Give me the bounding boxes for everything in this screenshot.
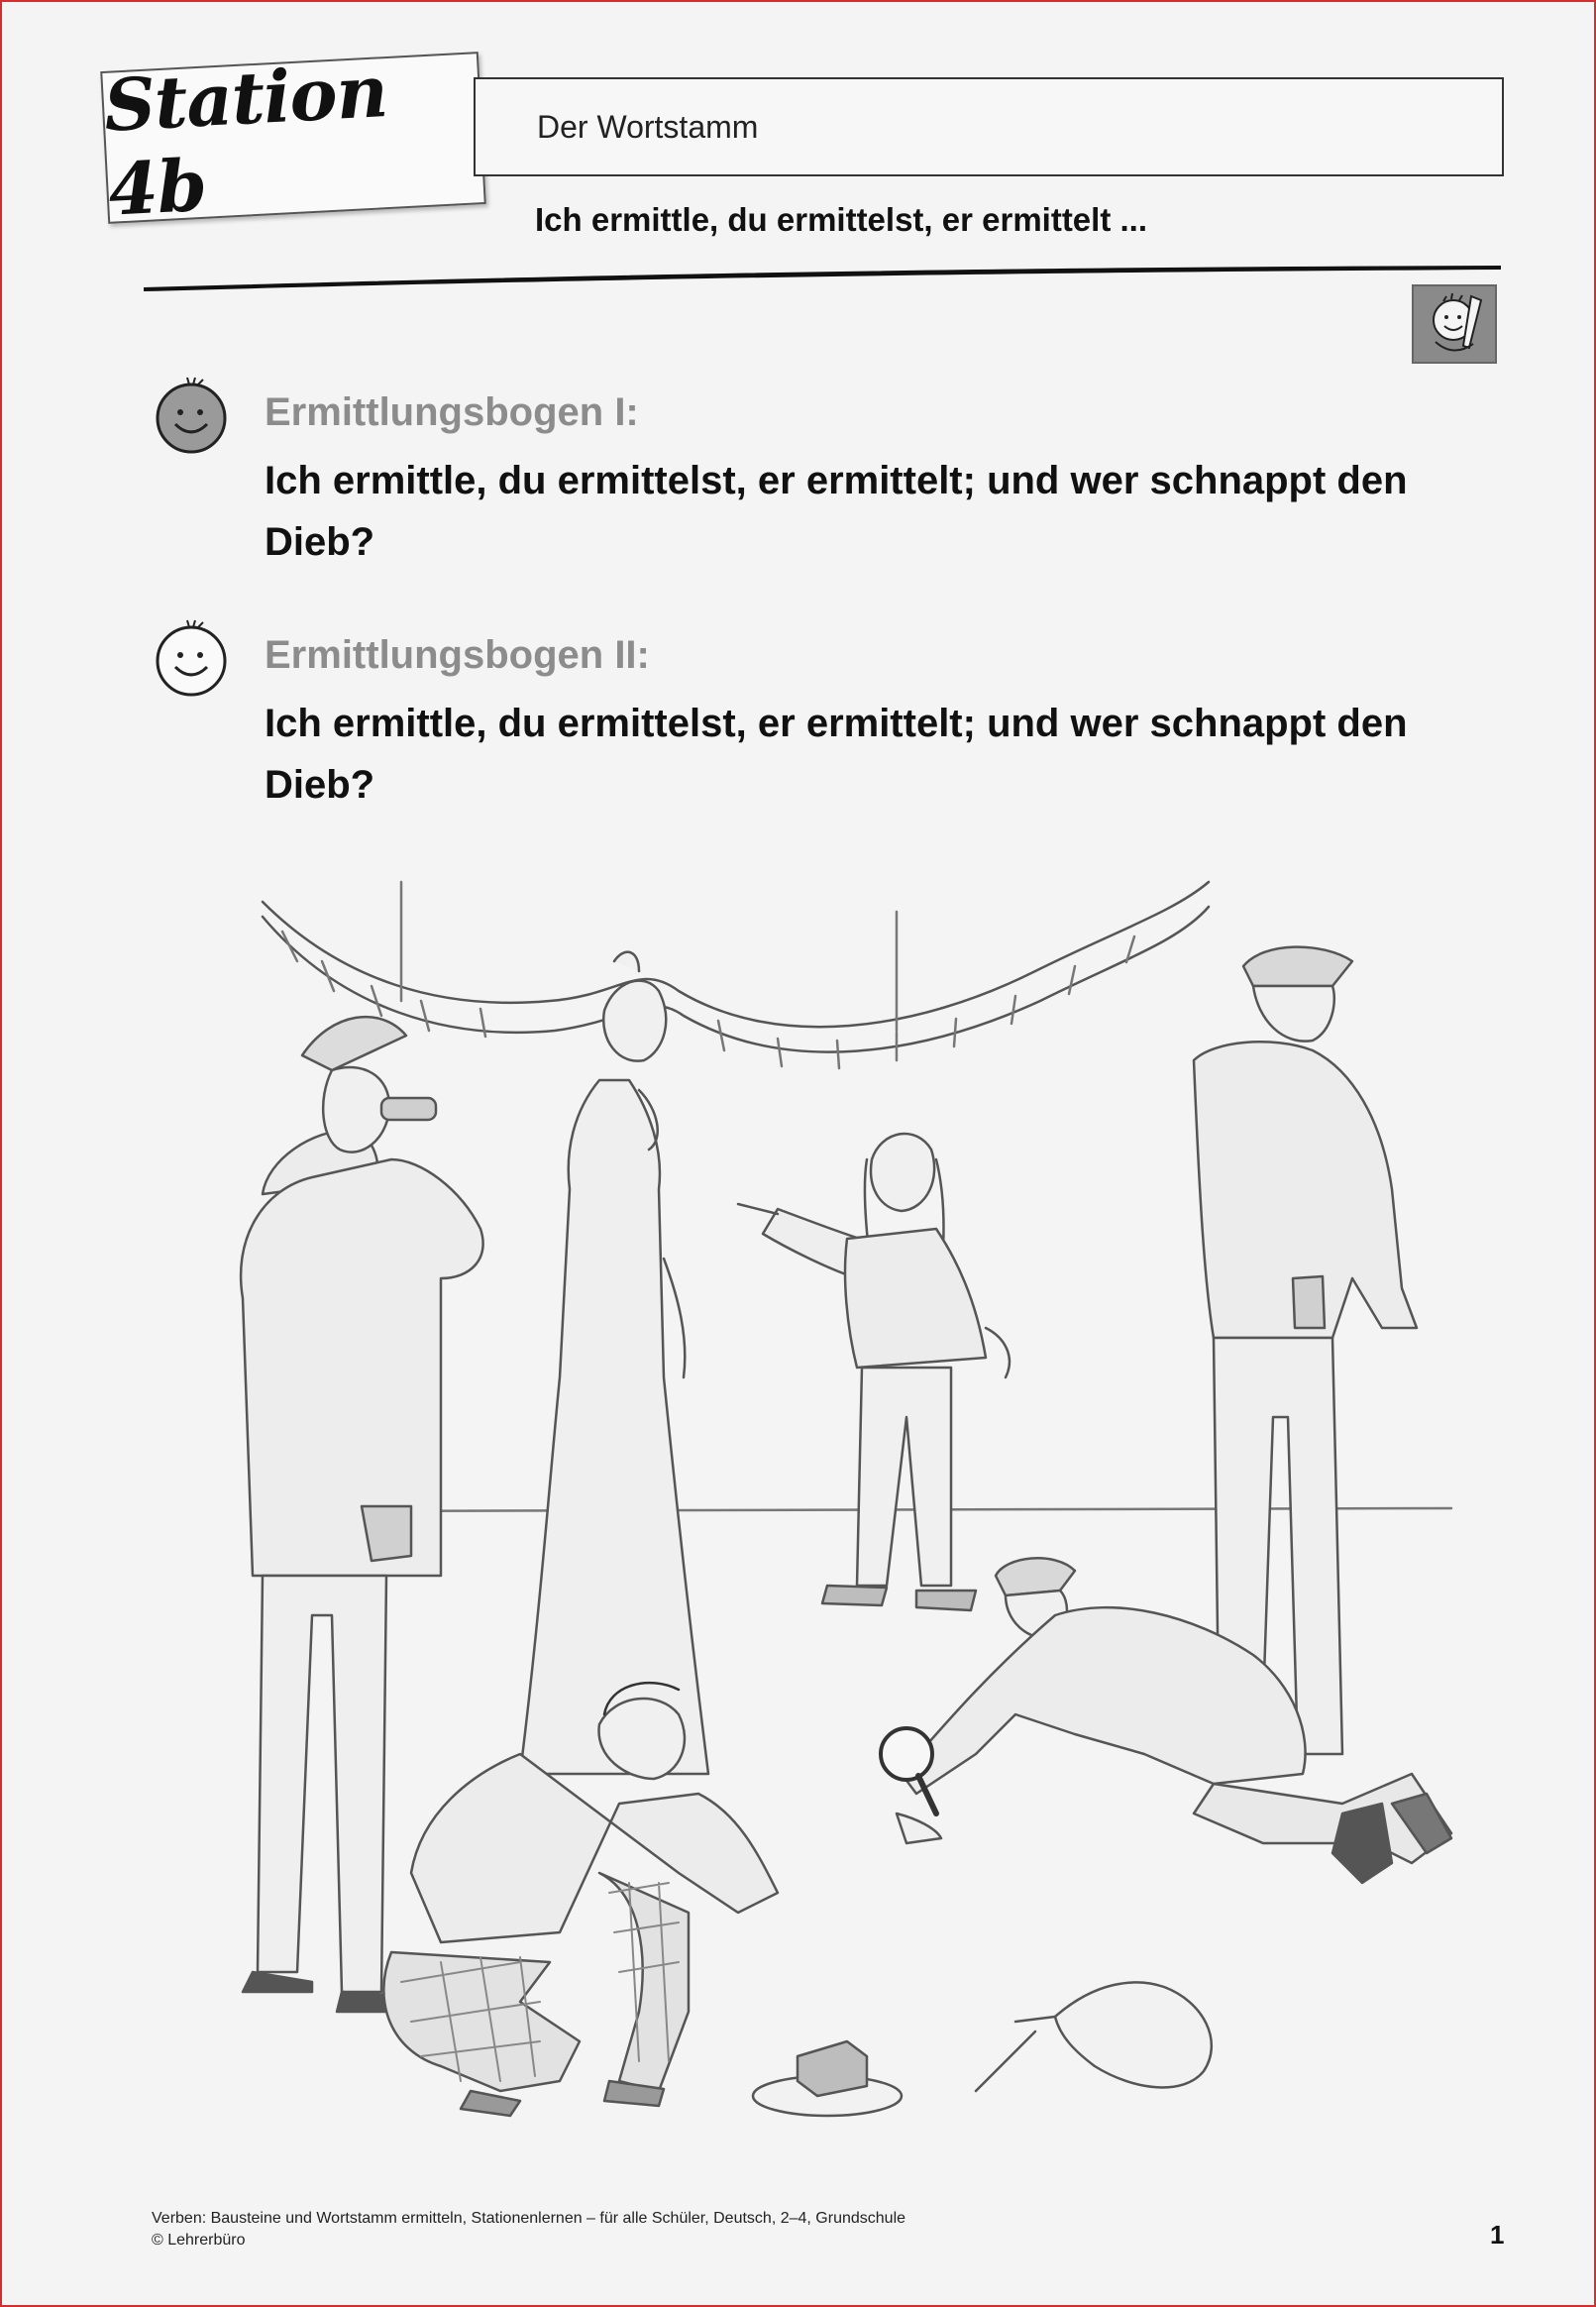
filled-smiley-icon <box>154 375 233 454</box>
station-label-text: Station 4b <box>101 49 389 232</box>
header-rule <box>139 254 1506 293</box>
subtitle: Ich ermittle, du ermittelst, er ermittelt ... <box>535 201 1147 238</box>
copyright: © Lehrerbüro <box>152 2232 246 2249</box>
task-text: Ich ermittle, du ermittelst, er ermittelt; und wer schnappt den Dieb? <box>265 459 1408 564</box>
outline-smiley-icon <box>154 617 233 697</box>
footer-source <box>152 2208 905 2252</box>
detective-party-illustration <box>223 862 1471 2141</box>
source-line: Verben: Bausteine und Wortstamm ermitteln, Stationenlernen – für alle Schüler, Deutsch, 2–4, Grundschule <box>152 2210 906 2227</box>
task-text: Ich ermittle, du ermittelst, er ermittelt; und wer schnappt den Dieb? <box>265 702 1408 807</box>
topic-title: Der Wortstamm <box>537 108 759 145</box>
pencil-kid-icon <box>1412 284 1497 364</box>
task-heading: Ermittlungsbogen I: <box>265 390 639 434</box>
task-heading: Ermittlungsbogen II: <box>265 633 650 677</box>
station-label <box>100 49 486 232</box>
page-number: 1 <box>1490 2220 1505 2250</box>
topic-box <box>474 77 1504 176</box>
